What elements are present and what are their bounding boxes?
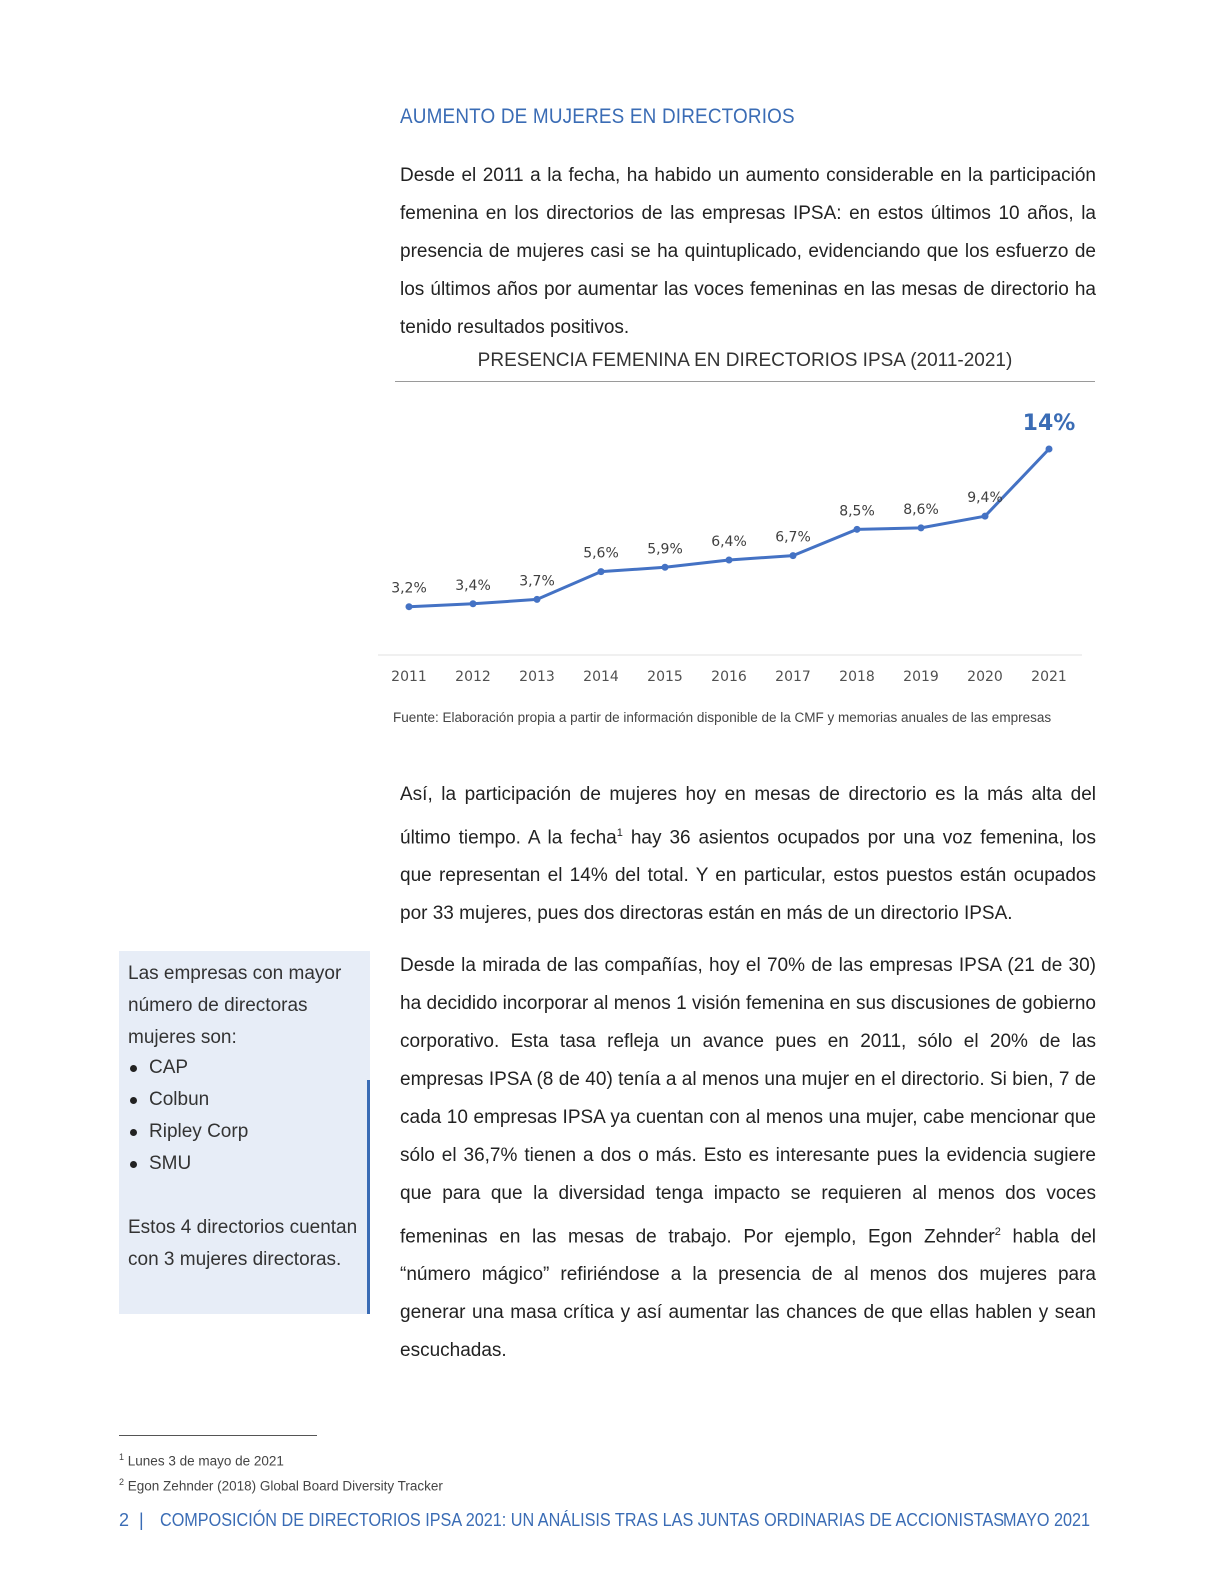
data-label: 3,2% bbox=[391, 580, 427, 597]
sidebar-accent-line bbox=[367, 1080, 370, 1314]
paragraph-companies-text-b: habla del “número mágico” refiriéndose a la presencia de al menos dos mujeres para generar una masa crítica y así aumentar las chances de que ellas hablen y sean escuchadas. bbox=[400, 1226, 1096, 1362]
data-label: 3,7% bbox=[519, 573, 555, 590]
line-chart bbox=[0, 0, 1224, 700]
footnote-ref-1: 1 bbox=[616, 827, 623, 839]
paragraph-participation bbox=[400, 776, 1096, 933]
x-tick-label: 2011 bbox=[391, 669, 427, 685]
data-point bbox=[1046, 446, 1053, 453]
data-point bbox=[854, 526, 861, 533]
footnote-rule bbox=[119, 1435, 317, 1436]
data-label: 9,4% bbox=[967, 490, 1003, 507]
data-point bbox=[726, 556, 733, 563]
paragraph-companies-text-a: Desde la mirada de las compañías, hoy el 70% de las empresas IPSA (21 de 30) ha decidido incorporar al menos 1 visión femenina en sus discusiones de gobierno corporativo. Esta tasa refleja un avance pues en 2011, sólo el 20% de las empresas IPSA (8 de 40) tenía a al menos una mujer en el directorio. Si bien, 7 de cada 10 empresas IPSA ya cuentan con al menos una mujer, cabe mencionar que sólo el 36,7% tienen a dos o más. Esto es interesante pues la evidencia sugiere que para que la diversidad tenga impacto se requieren al menos dos voces femeninas en las mesas de trabajo. Por ejemplo, Egon Zehnder bbox=[400, 955, 1096, 1248]
footnote-2-text: Egon Zehnder (2018) Global Board Diversity Tracker bbox=[127, 1478, 443, 1494]
data-point bbox=[598, 568, 605, 575]
sidebar-company-list bbox=[128, 1052, 248, 1180]
x-tick-label: 2020 bbox=[967, 669, 1003, 685]
data-point bbox=[918, 524, 925, 531]
x-tick-label: 2018 bbox=[839, 669, 875, 685]
x-tick-label: 2017 bbox=[775, 669, 811, 685]
data-point bbox=[470, 600, 477, 607]
paragraph-participation-text-b: hay 36 asientos ocupados por una voz femenina, los que representan el 14% del total. Y en particular, estos puestos están ocupados por 33 mujeres, pues dos directoras están en más de un directorio IPSA. bbox=[400, 827, 1097, 925]
sidebar-intro: Las empresas con mayor número de directoras mujeres son: bbox=[128, 963, 342, 1048]
footnote-1-number: 1 bbox=[119, 1452, 125, 1462]
x-tick-label: 2021 bbox=[1031, 669, 1067, 685]
data-point bbox=[662, 564, 669, 571]
sidebar-closing: Estos 4 directorios cuentan con 3 mujeres directoras. bbox=[128, 1217, 358, 1270]
x-tick-label: 2013 bbox=[519, 669, 555, 685]
x-tick-label: 2014 bbox=[583, 669, 619, 685]
data-label: 14% bbox=[1022, 411, 1076, 437]
series-line bbox=[409, 449, 1049, 607]
data-label: 6,4% bbox=[711, 533, 747, 550]
x-tick-label: 2016 bbox=[711, 669, 747, 685]
paragraph-companies bbox=[400, 947, 1096, 1370]
footnote-ref-2: 2 bbox=[994, 1226, 1001, 1238]
x-tick-label: 2015 bbox=[647, 669, 683, 685]
footnote-1-text: Lunes 3 de mayo de 2021 bbox=[127, 1453, 284, 1469]
list-item: SMU bbox=[128, 1148, 248, 1180]
paragraph-participation-text-a: Así, la participación de mujeres hoy en mesas de directorio es la más alta del último tiempo. A la fecha bbox=[400, 784, 1096, 849]
footer-title: COMPOSICIÓN DE DIRECTORIOS IPSA 2021: UN ANÁLISIS TRAS LAS JUNTAS ORDINARIAS DE ACCIONISTAS bbox=[160, 1510, 1005, 1530]
chart-title: PRESENCIA FEMENINA EN DIRECTORIOS IPSA (2011-2021) bbox=[477, 350, 1013, 371]
x-tick-label: 2019 bbox=[903, 669, 939, 685]
footer-page-number: 2 bbox=[119, 1510, 130, 1530]
footer-date: MAYO 2021 bbox=[1003, 1510, 1091, 1530]
data-point bbox=[790, 552, 797, 559]
chart-source-note: Fuente: Elaboración propia a partir de información disponible de la CMF y memorias anuales de las empresas bbox=[393, 710, 1052, 725]
data-point bbox=[406, 603, 413, 610]
data-label: 5,9% bbox=[647, 541, 683, 558]
list-item: Ripley Corp bbox=[128, 1116, 248, 1148]
list-item: Colbun bbox=[128, 1084, 248, 1116]
data-label: 8,5% bbox=[839, 503, 875, 520]
data-point bbox=[982, 513, 989, 520]
footnote-2-number: 2 bbox=[119, 1477, 125, 1487]
x-tick-label: 2012 bbox=[455, 669, 491, 685]
intro-paragraph: Desde el 2011 a la fecha, ha habido un aumento considerable en la participación femenina en los directorios de las empresas IPSA: en estos últimos 10 años, la presencia de mujeres casi se ha quintuplicado, evidenciando que los esfuerzo de los últimos años por aumentar las voces femeninas en las mesas de directorio ha tenido resultados positivos. bbox=[400, 165, 1096, 338]
data-label: 8,6% bbox=[903, 501, 939, 518]
data-point bbox=[534, 596, 541, 603]
section-title: AUMENTO DE MUJERES EN DIRECTORIOS bbox=[400, 105, 795, 128]
footnote-2 bbox=[119, 1477, 443, 1494]
data-label: 5,6% bbox=[583, 545, 619, 562]
footer-separator: | bbox=[139, 1510, 144, 1530]
list-item: CAP bbox=[128, 1052, 248, 1084]
footnote-1 bbox=[119, 1452, 284, 1469]
data-label: 3,4% bbox=[455, 577, 491, 594]
data-label: 6,7% bbox=[775, 529, 811, 546]
